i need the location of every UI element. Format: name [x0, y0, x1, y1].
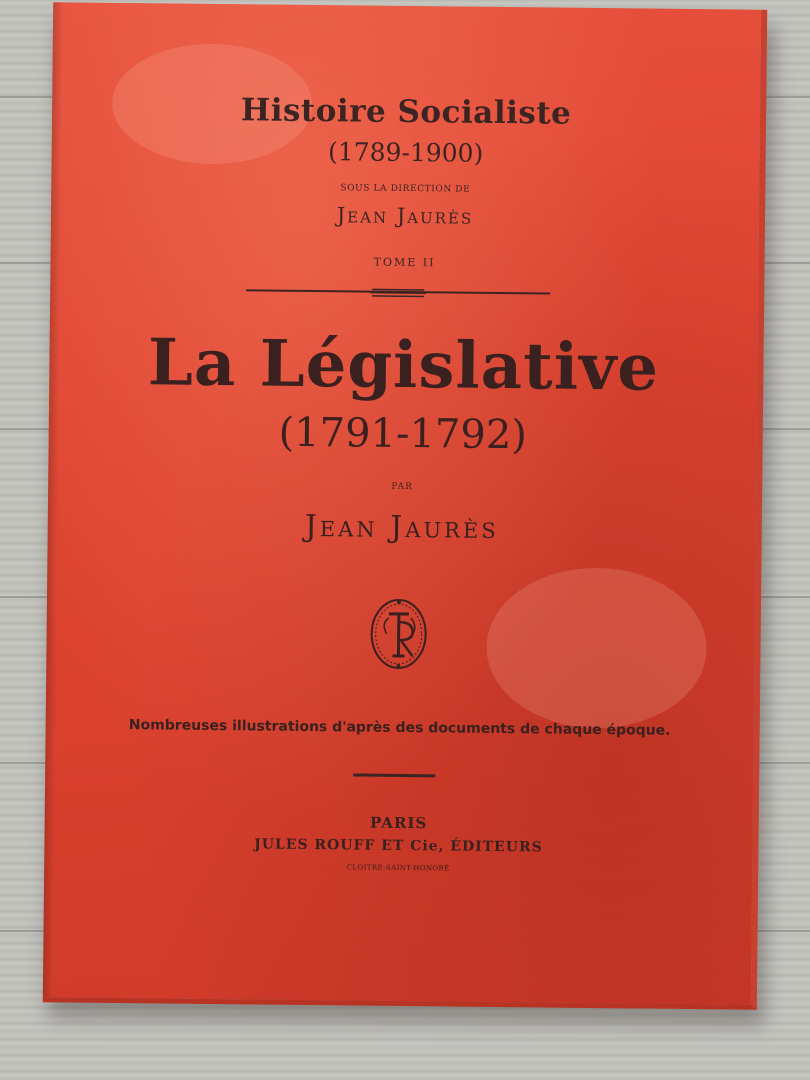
cover-wear-mark	[486, 567, 708, 729]
publisher-city: PARIS	[370, 813, 428, 833]
book-years: (1791-1792)	[278, 409, 528, 459]
book-title: La Législative	[147, 325, 660, 406]
series-years: (1789-1900)	[327, 137, 484, 168]
series-editor: Jean Jaurès	[336, 203, 474, 229]
book-cover	[43, 2, 767, 1009]
volume-number: TOME II	[373, 255, 436, 270]
series-title: Histoire Socialiste	[240, 92, 572, 132]
illustrations-note: Nombreuses illustrations d'après des documents de chaque époque.	[128, 717, 671, 739]
book-author: Jean Jaurès	[304, 508, 499, 546]
direction-note: SOUS LA DIRECTION DE	[340, 183, 471, 195]
publisher-address: CLOITRE-SAINT-HONORÉ	[346, 863, 450, 873]
ornamental-rule-icon	[370, 286, 426, 301]
publisher-monogram-icon	[366, 594, 431, 675]
publisher-name: JULES ROUFF ET Cie, ÉDITEURS	[254, 836, 543, 856]
by-note: PAR	[391, 481, 414, 493]
imprint-divider	[353, 773, 435, 777]
